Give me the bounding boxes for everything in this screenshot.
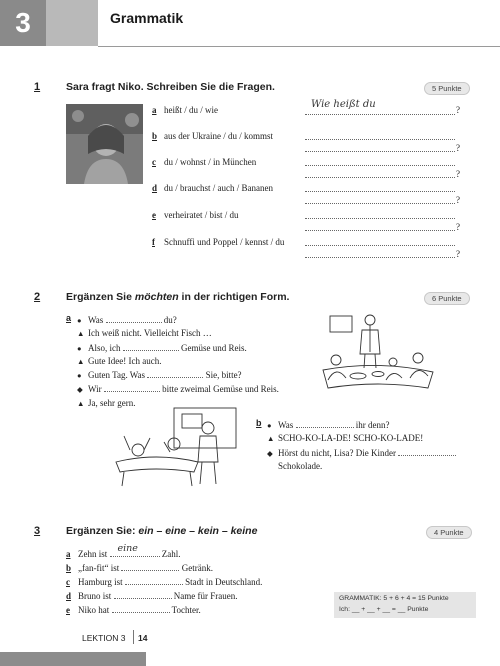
header-band bbox=[46, 0, 98, 46]
answer-line bbox=[305, 217, 455, 219]
dialog-line bbox=[77, 327, 279, 340]
question-row bbox=[152, 182, 273, 194]
item-letter: e bbox=[152, 210, 156, 220]
speaker-marker: ◆ bbox=[267, 448, 273, 458]
girl-photo bbox=[66, 104, 143, 184]
blank-line bbox=[110, 543, 160, 557]
page-title: Grammatik bbox=[110, 10, 184, 26]
exercise-3-points: 4 Punkte bbox=[426, 526, 472, 539]
blank-line bbox=[123, 341, 179, 351]
speaker-marker: ● bbox=[77, 371, 82, 381]
answer-line bbox=[305, 229, 455, 231]
question-prompt: du / brauchst / auch / Bananen bbox=[164, 183, 273, 193]
fill-in-row bbox=[66, 603, 201, 616]
dialog-text: bitte zweimal Gemüse und Reis. bbox=[162, 384, 279, 395]
dialog-text: Also, ich bbox=[88, 342, 121, 353]
exercise-1-number: 1 bbox=[34, 81, 41, 93]
item-letter: c bbox=[66, 577, 70, 587]
answer-line bbox=[305, 202, 455, 204]
exercise-2-number: 2 bbox=[34, 291, 41, 303]
blank-line bbox=[106, 313, 162, 323]
dialog-line bbox=[77, 355, 279, 368]
dialog-text: Wir bbox=[88, 384, 102, 395]
speaker-marker: ◆ bbox=[77, 385, 83, 395]
fill-in-row bbox=[66, 561, 213, 574]
sentence-start: Bruno ist bbox=[78, 591, 112, 601]
speaker-marker: ▲ bbox=[77, 356, 85, 366]
exercise-3-title: Ergänzen Sie: ein – eine – kein – keine bbox=[66, 525, 258, 537]
item-letter: c bbox=[152, 157, 156, 167]
family-dinner-illustration bbox=[318, 310, 438, 400]
dialog-text: Was bbox=[278, 420, 294, 430]
chapter-number: 3 bbox=[0, 0, 46, 46]
sentence-end: Getränk. bbox=[181, 563, 213, 573]
dialog-line bbox=[267, 446, 456, 460]
blank-line bbox=[112, 603, 170, 613]
blank-line bbox=[121, 561, 179, 571]
page-number: 14 bbox=[138, 633, 148, 643]
footer-divider bbox=[133, 630, 134, 644]
score-self-line: Ich: __ + __ + __ = __ Punkte bbox=[339, 606, 429, 613]
dialog-text: du? bbox=[163, 315, 177, 325]
answer-line bbox=[305, 244, 455, 246]
dialog-text: Was bbox=[88, 315, 104, 325]
blank-line bbox=[125, 575, 183, 585]
answer-line bbox=[305, 190, 455, 192]
question-prompt: aus der Ukraine / du / kommst bbox=[164, 131, 273, 141]
speaker-marker: ▲ bbox=[77, 329, 85, 339]
answer-line bbox=[305, 256, 455, 258]
question-row bbox=[152, 236, 284, 248]
answer-line bbox=[305, 100, 455, 115]
answer-line bbox=[305, 176, 455, 178]
item-letter: b bbox=[66, 563, 72, 573]
dialog-text: Gute Idee! Ich auch. bbox=[88, 355, 162, 366]
question-row bbox=[152, 209, 238, 221]
exercise-1-title: Sara fragt Niko. Schreiben Sie die Fragen. bbox=[66, 81, 275, 93]
dialog-text: SCHO-KO-LA-DE! SCHO-KO-LADE! bbox=[278, 433, 424, 444]
score-box bbox=[334, 592, 476, 618]
question-mark: ? bbox=[456, 249, 460, 259]
header-rule bbox=[98, 46, 500, 47]
score-total-line: GRAMMATIK: 5 + 6 + 4 = 15 Punkte bbox=[339, 595, 449, 602]
exercise-3-number: 3 bbox=[34, 525, 41, 537]
speaker-marker: ▲ bbox=[267, 434, 275, 444]
footer-bar bbox=[0, 652, 146, 666]
dialog-b bbox=[267, 418, 456, 473]
question-row bbox=[152, 104, 218, 116]
item-letter: f bbox=[152, 237, 155, 247]
blank-line bbox=[296, 418, 354, 428]
question-prompt: heißt / du / wie bbox=[164, 105, 218, 115]
fill-in-row bbox=[66, 589, 238, 602]
dialog-text: Guten Tag. Was bbox=[88, 370, 146, 381]
dialog-line bbox=[77, 382, 279, 396]
dialog-text: Ich weiß nicht. Vielleicht Fisch … bbox=[88, 328, 212, 339]
question-mark: ? bbox=[456, 222, 460, 232]
dialog-a bbox=[77, 313, 279, 410]
item-letter: d bbox=[66, 591, 72, 601]
exercise-2-title: Ergänzen Sie möchten in der richtigen Form. bbox=[66, 291, 290, 303]
speaker-marker: ● bbox=[77, 316, 82, 325]
exercise-2-points: 6 Punkte bbox=[424, 292, 470, 305]
sentence-start: Niko hat bbox=[78, 605, 110, 615]
answer-line bbox=[305, 150, 455, 152]
answer-text: eine bbox=[117, 543, 138, 554]
answer-line bbox=[305, 164, 455, 166]
item-letter: a bbox=[66, 549, 71, 559]
exercise-2b-letter: b bbox=[256, 418, 262, 428]
speaker-marker: ● bbox=[267, 421, 272, 430]
question-row bbox=[152, 130, 273, 142]
dialog-line bbox=[77, 341, 279, 355]
dialog-text: Gemüse und Reis. bbox=[181, 342, 247, 353]
dialog-text: ihr denn? bbox=[355, 420, 390, 430]
dialog-line bbox=[267, 460, 456, 473]
item-letter: a bbox=[152, 105, 157, 115]
question-mark: ? bbox=[456, 105, 460, 115]
answer-line bbox=[305, 138, 455, 140]
question-prompt: verheiratet / bist / du bbox=[164, 210, 239, 220]
exercise-2a-letter: a bbox=[66, 313, 72, 323]
speaker-marker: ▲ bbox=[77, 398, 85, 408]
exercise-1-points: 5 Punkte bbox=[424, 82, 470, 95]
sentence-start: Hamburg ist bbox=[78, 577, 123, 587]
question-mark: ? bbox=[456, 143, 460, 153]
item-letter: b bbox=[152, 131, 158, 141]
question-mark: ? bbox=[456, 195, 460, 205]
sentence-end: Tochter. bbox=[171, 605, 201, 615]
question-row bbox=[152, 156, 256, 168]
blank-line bbox=[147, 368, 203, 378]
answer-text: Wie heißt du bbox=[311, 99, 376, 110]
blank-line bbox=[398, 446, 456, 456]
dialog-text: Schokolade. bbox=[278, 460, 323, 471]
sentence-start: „fan-fit“ ist bbox=[78, 563, 120, 573]
sentence-start: Zehn ist bbox=[78, 549, 108, 559]
dialog-text: Ja, sehr gern. bbox=[88, 397, 136, 408]
dialog-text: Sie, bitte? bbox=[205, 370, 242, 381]
blank-line bbox=[114, 589, 172, 599]
item-letter: d bbox=[152, 183, 158, 193]
dialog-line bbox=[267, 432, 456, 445]
lesson-label: LEKTION 3 bbox=[82, 633, 126, 643]
sentence-end: Zahl. bbox=[161, 549, 181, 559]
dialog-line bbox=[77, 313, 279, 327]
speaker-marker: ● bbox=[77, 343, 82, 353]
question-mark: ? bbox=[456, 169, 460, 179]
sentence-end: Name für Frauen. bbox=[173, 591, 238, 601]
fill-in-row bbox=[66, 575, 262, 588]
blank-line bbox=[104, 382, 160, 392]
question-prompt: Schnuffi und Poppel / kennst / du bbox=[164, 237, 285, 247]
item-letter: e bbox=[66, 605, 70, 615]
dialog-text: Hörst du nicht, Lisa? Die Kinder bbox=[278, 447, 396, 458]
fill-in-row bbox=[66, 543, 181, 560]
dialog-line bbox=[77, 368, 279, 382]
question-prompt: du / wohnst / in München bbox=[164, 157, 257, 167]
children-illustration bbox=[112, 406, 240, 490]
dialog-line bbox=[267, 418, 456, 432]
sentence-end: Stadt in Deutschland. bbox=[185, 577, 263, 587]
